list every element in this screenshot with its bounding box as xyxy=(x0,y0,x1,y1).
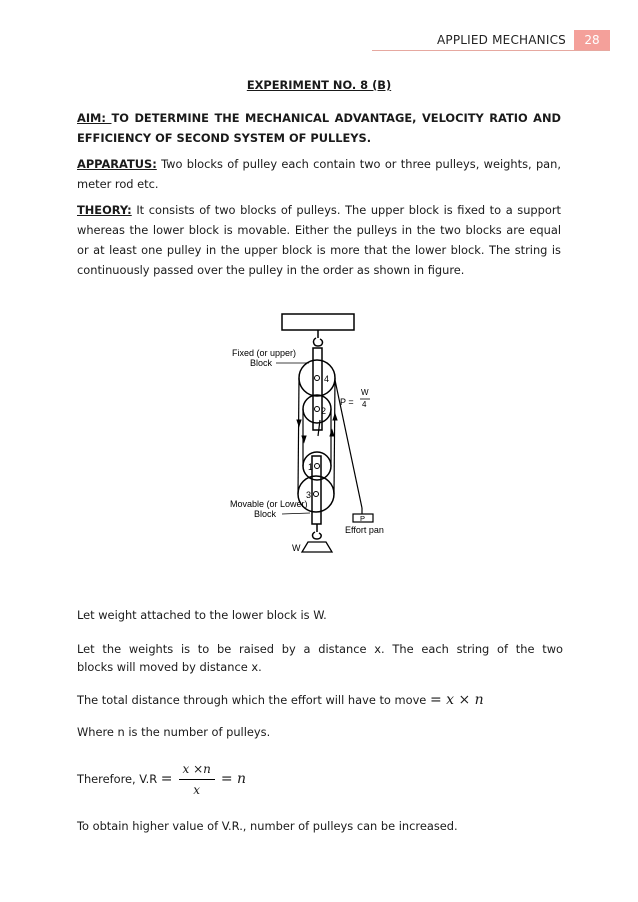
header-rule xyxy=(372,50,610,51)
apparatus-paragraph xyxy=(77,154,561,194)
weight-w xyxy=(302,542,332,552)
apparatus-label: APPARATUS: xyxy=(77,157,157,171)
ceiling-support xyxy=(282,314,354,330)
effort-eq-label: P = xyxy=(340,397,354,407)
apparatus-text: Two blocks of pulley each contain two or three pulleys, weights, pan, meter rod etc. xyxy=(77,157,561,191)
movable-block-label-1: Movable (or Lower) xyxy=(230,499,308,509)
page-number-badge: 28 xyxy=(574,30,610,50)
pulley-1-label: 1 xyxy=(308,462,314,472)
line5-eq2: = n xyxy=(220,771,247,787)
header-title: APPLIED MECHANICS xyxy=(436,33,566,47)
line5-eq1: = xyxy=(160,771,173,787)
effort-pan-p: P xyxy=(360,514,366,523)
body-line-1: Let weight attached to the lower block is W. xyxy=(77,608,327,622)
body-line-4: Where n is the number of pulleys. xyxy=(77,725,271,739)
line5-text: Therefore, V.R xyxy=(77,772,161,786)
page-header xyxy=(437,30,610,50)
effort-pan-label: Effort pan xyxy=(345,525,384,535)
line3-text: The total distance through which the effort will have to move xyxy=(77,693,430,707)
aim-paragraph xyxy=(77,108,561,148)
upper-hook xyxy=(314,330,323,346)
vr-denominator: x xyxy=(193,783,201,797)
body-line-5 xyxy=(77,760,561,799)
aim-text: TO DETERMINE THE MECHANICAL ADVANTAGE, VELOCITY RATIO AND EFFICIENCY OF SECOND SYSTEM OF PULLEYS. xyxy=(77,111,561,145)
lower-hook xyxy=(313,524,322,539)
body-line-2a: Let the weights is to be raised by a distance x. The each string of the two xyxy=(77,642,563,656)
pulley-4-label: 4 xyxy=(324,374,330,384)
fixed-block-label-1: Fixed (or upper) xyxy=(232,348,297,358)
pulley-3-label: 3 xyxy=(306,490,312,500)
fixed-block-label-2: Block xyxy=(250,358,273,368)
pulley-system-figure xyxy=(220,308,430,556)
effort-w-num: W xyxy=(361,388,369,397)
experiment-title: EXPERIMENT NO. 8 (B) xyxy=(246,78,392,92)
body-line-6: To obtain higher value of V.R., number of pulleys can be increased. xyxy=(77,819,458,833)
vr-fraction xyxy=(179,760,215,799)
effort-w-den: 4 xyxy=(362,400,367,409)
theory-paragraph xyxy=(77,200,561,280)
body-line-2b: blocks will moved by distance x. xyxy=(77,660,262,674)
aim-label: AIM: xyxy=(77,111,112,125)
line3-math: = x × n xyxy=(429,692,484,708)
body-line-3 xyxy=(77,691,561,709)
theory-text: It consists of two blocks of pulleys. The upper block is fixed to a support whereas the lower block is movable. Either the pulleys in the two blocks are equal or at least one pulley in the upper block is more that the lower block. The string is continuously passed over the pulley in the order as shown in figure. xyxy=(77,203,561,277)
pulley-2-label: 2 xyxy=(321,406,327,416)
theory-label: THEORY: xyxy=(77,203,132,217)
vr-numerator: x ×n xyxy=(179,760,215,780)
weight-label: W xyxy=(292,543,301,553)
movable-block-label-2: Block xyxy=(254,509,277,519)
